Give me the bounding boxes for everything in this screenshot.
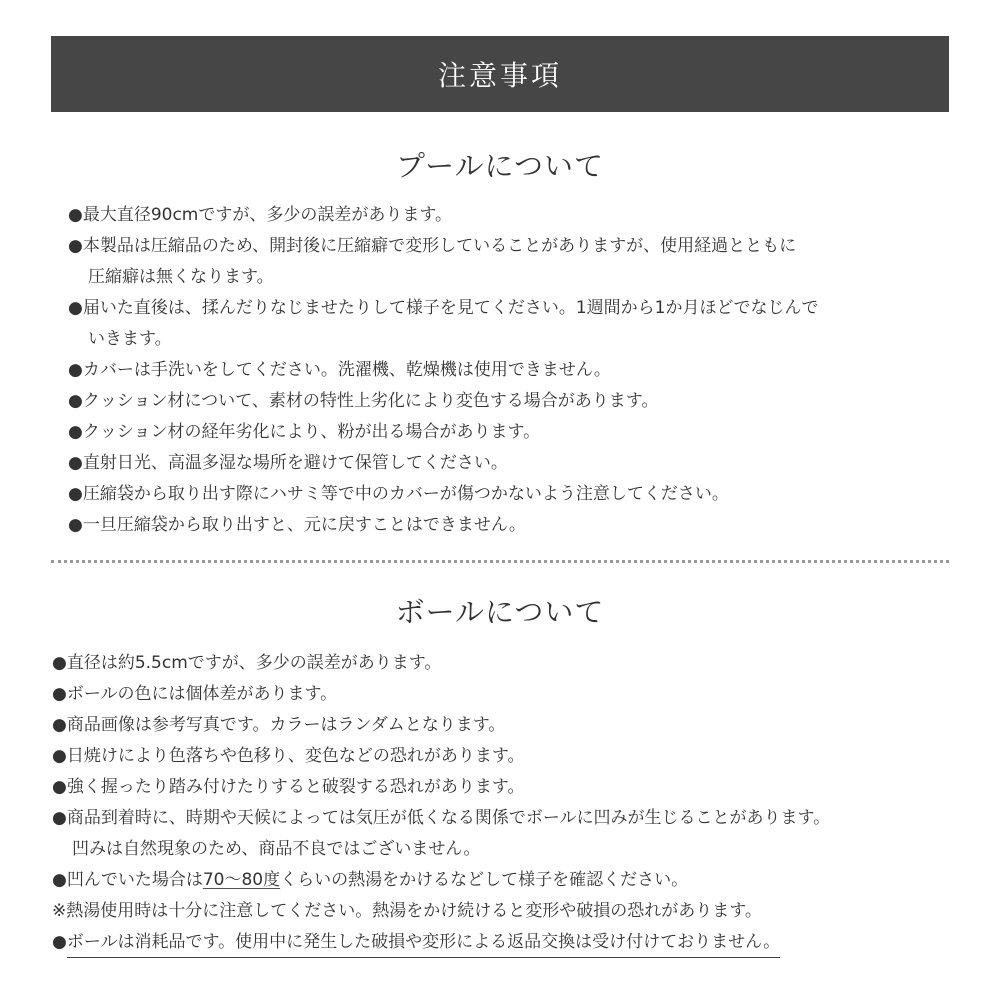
list-item: ●強く握ったり踏み付けたりすると破裂する恐れがあります。 <box>52 777 525 797</box>
list-item: ●ボールの色には個体差があります。 <box>52 684 338 704</box>
list-item: ●商品画像は参考写真です。カラーはランダムとなります。 <box>52 715 506 735</box>
list-item: ●商品到着時に、時期や天候によっては気圧が低くなる関係でボールに凹みが生じることがあります。 <box>52 808 831 828</box>
bullet: ● <box>52 932 67 952</box>
list-item: ●一旦圧縮袋から取り出すと、元に戻すことはできません。 <box>68 515 526 535</box>
list-item-continuation: いきます。 <box>88 329 172 349</box>
list-item-continuation: 凹みは自然現象のため、商品不良ではございません。 <box>72 839 481 859</box>
list-item: ●届いた直後は、揉んだりなじませたりして様子を見てください。1週間から1か月ほどでなじんで <box>68 298 819 318</box>
hot-water-before: ●凹んでいた場合は <box>52 870 203 890</box>
list-item: ●圧縮袋から取り出す際にハサミ等で中のカバーが傷つかないよう注意してください。 <box>68 484 729 504</box>
list-item: ●クッション材の経年劣化により、粉が出る場合があります。 <box>68 422 541 442</box>
pool-notes-list <box>68 200 948 541</box>
list-item: ●日焼けにより色落ちや色移り、変色などの恐れがあります。 <box>52 746 525 766</box>
hot-water-after: くらいの熱湯をかけるなどして様子を確認ください。 <box>280 870 689 890</box>
dotted-divider <box>51 560 949 563</box>
consumable-notice: ボールは消耗品です。使用中に発生した破損や変形による返品交換は受け付けておりません。 <box>67 929 780 958</box>
list-item-continuation: 圧縮癖は無くなります。 <box>88 267 274 287</box>
ball-section-title: ボールについて <box>395 595 605 629</box>
list-item: ●本製品は圧縮品のため、開封後に圧縮癖で変形していることがありますが、使用経過とともに <box>68 236 797 256</box>
list-item-hot-water <box>52 865 952 896</box>
hot-water-temperature: 70〜80度 <box>202 870 281 890</box>
list-item: ●クッション材について、素材の特性上劣化により変色する場合があります。 <box>68 391 659 411</box>
list-item: ●直射日光、高温多湿な場所を避けて保管してください。 <box>68 453 508 473</box>
list-item-consumable <box>52 927 952 958</box>
header-bar <box>51 36 949 112</box>
list-item: ●カバーは手洗いをしてください。洗濯機、乾燥機は使用できません。 <box>68 360 611 380</box>
pool-section-title: プールについて <box>396 149 604 183</box>
caution-note: ※熱湯使用時は十分に注意してください。熱湯をかけ続けると変形や破損の恐れがあります。 <box>52 901 762 921</box>
page-title: 注意事項 <box>437 59 562 92</box>
list-item: ●直径は約5.5cmですが、多少の誤差があります。 <box>52 653 442 673</box>
ball-notes-list <box>52 648 952 958</box>
list-item: ●最大直径90cmですが、多少の誤差があります。 <box>68 205 453 225</box>
